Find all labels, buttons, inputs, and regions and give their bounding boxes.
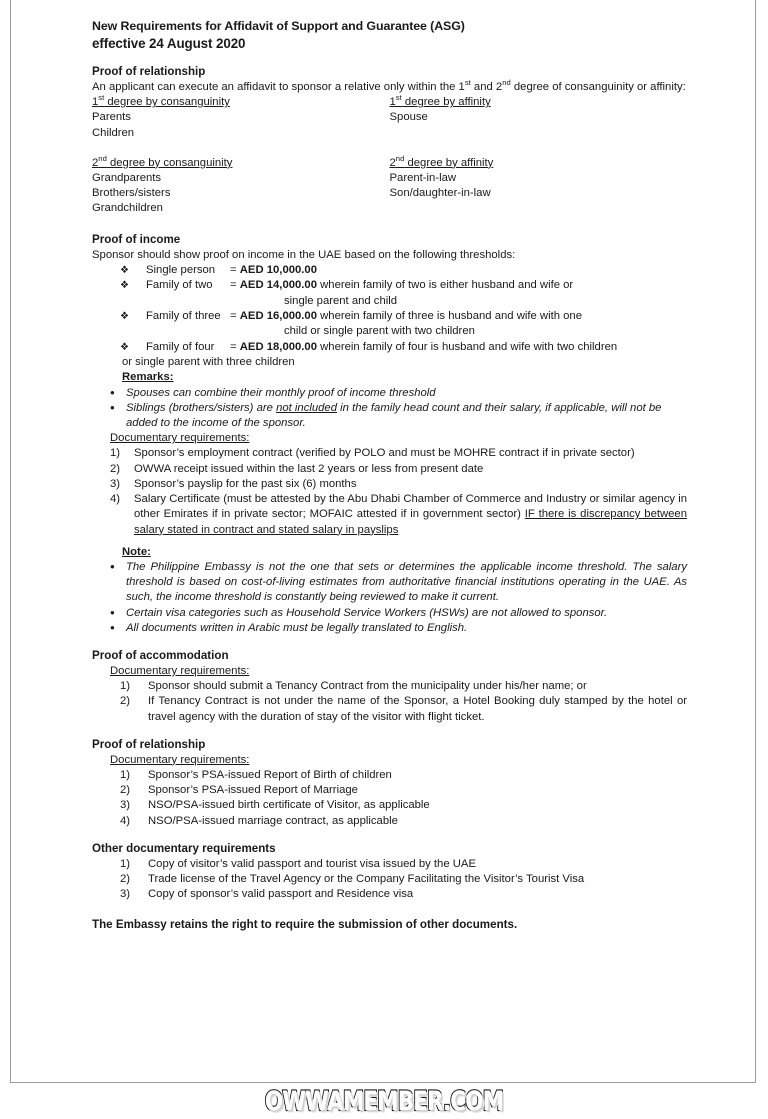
list-item [92,477,687,492]
item-number: 4) [110,493,121,506]
second-degree-affinity-header: 2nd degree by affinity [389,154,494,169]
threshold-label: Family of two [146,279,213,292]
list-item [92,278,687,309]
list-item: Grandchildren [92,202,163,215]
diamond-bullet-icon: ❖ [120,280,129,292]
item-number: 2) [110,462,121,475]
list-item: Children [92,126,135,139]
threshold-label: Family of four [146,340,215,353]
dot-bullet-icon: • [110,604,115,620]
threshold-detail-continuation: single parent and child [284,294,398,307]
item-number: 3) [120,888,131,901]
diamond-bullet-icon: ❖ [120,311,129,323]
threshold-label: Single person [146,263,216,276]
threshold-amount: AED 10,000.00 [239,263,317,276]
item-number: 4) [120,814,131,827]
ordinal-suffix: nd [98,154,107,164]
section-heading-proof-of-accommodation: Proof of accommodation [92,648,229,662]
item-text: NSO/PSA-issued birth certificate of Visitor, as applicable [148,799,430,812]
list-item [92,401,687,431]
item-text: Sponsor’s payslip for the past six (6) months [134,477,357,490]
equals-sign: = [230,310,240,323]
page-title [92,18,687,52]
item-text: Sponsor’s PSA-issued Report of Birth of children [148,768,392,781]
document-page [10,0,756,1083]
item-text: Salary Certificate (must be attested by the Abu Dhabi Chamber of Commerce and Industry or similar agency in other Emirates if in private sector; MOFAIC attested if in government sector) [134,493,687,521]
first-degree-consanguinity-header: 1st degree by consanguinity [92,93,230,109]
ordinal-suffix: nd [395,154,405,164]
threshold-detail: wherein family of two is either husband and wife or [317,279,574,292]
list-item [92,783,687,798]
first-degree-consanguinity-column [92,95,390,141]
watermark-banner [0,1083,768,1119]
list-item [92,492,687,538]
list-item [92,606,687,621]
income-doc-requirements-heading: Documentary requirements: [110,432,250,445]
item-text: Copy of visitor’s valid passport and tourist visa issued by the UAE [148,857,476,870]
relationship-intro-paragraph [92,80,687,95]
list-item [92,621,687,636]
list-item [92,263,687,278]
first-degree-row [92,95,687,141]
item-text: Sponsor’s employment contract (verified by POLO and must be MOHRE contract if in private sector) [134,447,635,460]
threshold-detail: wherein family of four is husband and wife with two children [317,340,618,353]
second-degree-consanguinity-header: 2nd degree by consanguinity [92,154,233,169]
list-item [92,309,687,340]
list-item [92,798,687,813]
equals-sign: = [230,263,240,276]
item-number: 1) [110,447,121,460]
equals-sign: = [230,340,240,353]
income-threshold-list [92,263,687,355]
relationship-intro-part-3: degree of consanguinity or affinity: [510,81,686,93]
list-item: Spouse [389,111,428,124]
list-item [92,340,687,355]
list-item [92,814,687,829]
list-item: Grandparents [92,172,162,185]
first-degree-affinity-header: 1st degree by affinity [389,93,491,109]
list-item [92,560,687,606]
relationship-doc-requirements-heading: Documentary requirements: [110,753,250,766]
threshold-detail: wherein family of three is husband and wife with one [317,310,582,323]
diamond-bullet-icon: ❖ [120,341,129,353]
list-item: Brothers/sisters [92,187,171,200]
item-text: Copy of sponsor’s valid passport and Residence visa [148,888,414,901]
item-text-emphasis: IF there is discrepancy between salary stated in contract and stated salary in payslips [134,508,687,536]
list-item: Parent-in-law [389,172,457,185]
remarks-list [92,386,687,432]
threshold-amount: AED 16,000.00 [239,310,317,323]
threshold-amount: AED 18,000.00 [239,340,317,353]
note-text: The Philippine Embassy is not the one that sets or determines the applicable income threshold. The salary threshold is based on cost-of-living estimates from authoritative financial institutions operating in the UAE. As such, the income threshold is constantly being reviewed to make it current. [126,560,687,604]
item-text: OWWA receipt issued within the last 2 years or less from present date [134,462,484,475]
list-item [92,857,687,872]
remarks-heading: Remarks: [122,371,174,384]
item-text: Sponsor should submit a Tenancy Contract from the municipality under his/her name; or [148,680,587,693]
diamond-bullet-icon: ❖ [120,264,129,276]
relationship-intro-part-1: An applicant can execute an affidavit to sponsor a relative only within the 1 [92,81,465,93]
item-number: 3) [110,477,121,490]
item-text: Sponsor’s PSA-issued Report of Marriage [148,784,358,797]
list-item [92,446,687,461]
title-line-2: effective 24 August 2020 [92,36,246,51]
remark-text: Spouses can combine their monthly proof of income threshold [126,386,436,399]
list-item [92,872,687,887]
section-heading-proof-of-income: Proof of income [92,232,181,246]
list-item [92,694,687,724]
item-text: NSO/PSA-issued marriage contract, as applicable [148,814,398,827]
dot-bullet-icon: • [110,558,115,574]
first-degree-affinity-column [390,95,688,141]
item-number: 1) [120,680,131,693]
list-item [92,887,687,902]
remark-emphasis: not included [276,401,337,414]
item-number: 2) [120,695,131,708]
threshold-label: Family of three [146,310,221,323]
note-text: All documents written in Arabic must be legally translated to English. [126,621,468,634]
list-item: Son/daughter-in-law [389,187,491,200]
second-degree-affinity-column [390,156,688,217]
second-degree-consanguinity-column [92,156,390,217]
relationship-requirements-list [92,768,687,829]
note-heading: Note: [122,545,151,558]
item-number: 3) [120,799,131,812]
threshold-detail-continuation: child or single parent with two children [284,325,475,338]
remark-text-tail: in the family head count and their salary, if applicable, will not be added to the income of the sponsor. [126,401,662,430]
section-heading-proof-of-relationship-docs: Proof of relationship [92,737,206,751]
relationship-intro-part-2: and 2 [470,81,503,93]
note-list [92,560,687,636]
document-body [92,18,687,933]
threshold-amount: AED 14,000.00 [239,279,317,292]
list-item: Parents [92,111,131,124]
second-degree-row [92,156,687,217]
ordinal-suffix: st [395,93,402,103]
section-heading-proof-of-relationship: Proof of relationship [92,65,206,78]
accommodation-doc-requirements-heading: Documentary requirements: [110,664,250,677]
remark-text: Siblings (brothers/sisters) are [126,401,277,414]
accommodation-requirements-list [92,679,687,725]
list-item [92,679,687,694]
income-doc-requirements-list [92,446,687,537]
closing-statement: The Embassy retains the right to require the submission of other documents. [92,918,518,932]
other-requirements-list [92,857,687,903]
item-text: If Tenancy Contract is not under the name of the Sponsor, a Hotel Booking duly stamped by the hotel or travel agency with the duration of stay of the visitor with flight ticket. [148,695,687,723]
item-number: 2) [120,872,131,885]
dot-bullet-icon: • [110,384,115,400]
list-item [92,462,687,477]
dot-bullet-icon: • [110,619,115,635]
section-heading-other-documentary-requirements: Other documentary requirements [92,841,276,855]
ordinal-suffix-nd: nd [502,78,511,88]
note-text: Certain visa categories such as Household Service Workers (HSWs) are not allowed to sponsor. [126,606,608,619]
item-number: 2) [120,784,131,797]
watermark-text: OWWAMEMBER.COM [264,1085,504,1117]
family-of-four-wrap-line: or single parent with three children [122,356,295,369]
item-number: 1) [120,857,131,870]
dot-bullet-icon: • [110,399,115,415]
item-text: Trade license of the Travel Agency or the Company Facilitating the Visitor’s Tourist Visa [148,872,585,885]
ordinal-suffix-st: st [464,78,471,88]
title-line-1: New Requirements for Affidavit of Support and Guarantee (ASG) [92,19,465,33]
income-intro: Sponsor should show proof on income in the UAE based on the following thresholds: [92,248,516,261]
item-number: 1) [120,768,131,781]
list-item [92,386,687,401]
list-item [92,768,687,783]
ordinal-suffix: st [98,93,105,103]
equals-sign: = [230,279,240,292]
